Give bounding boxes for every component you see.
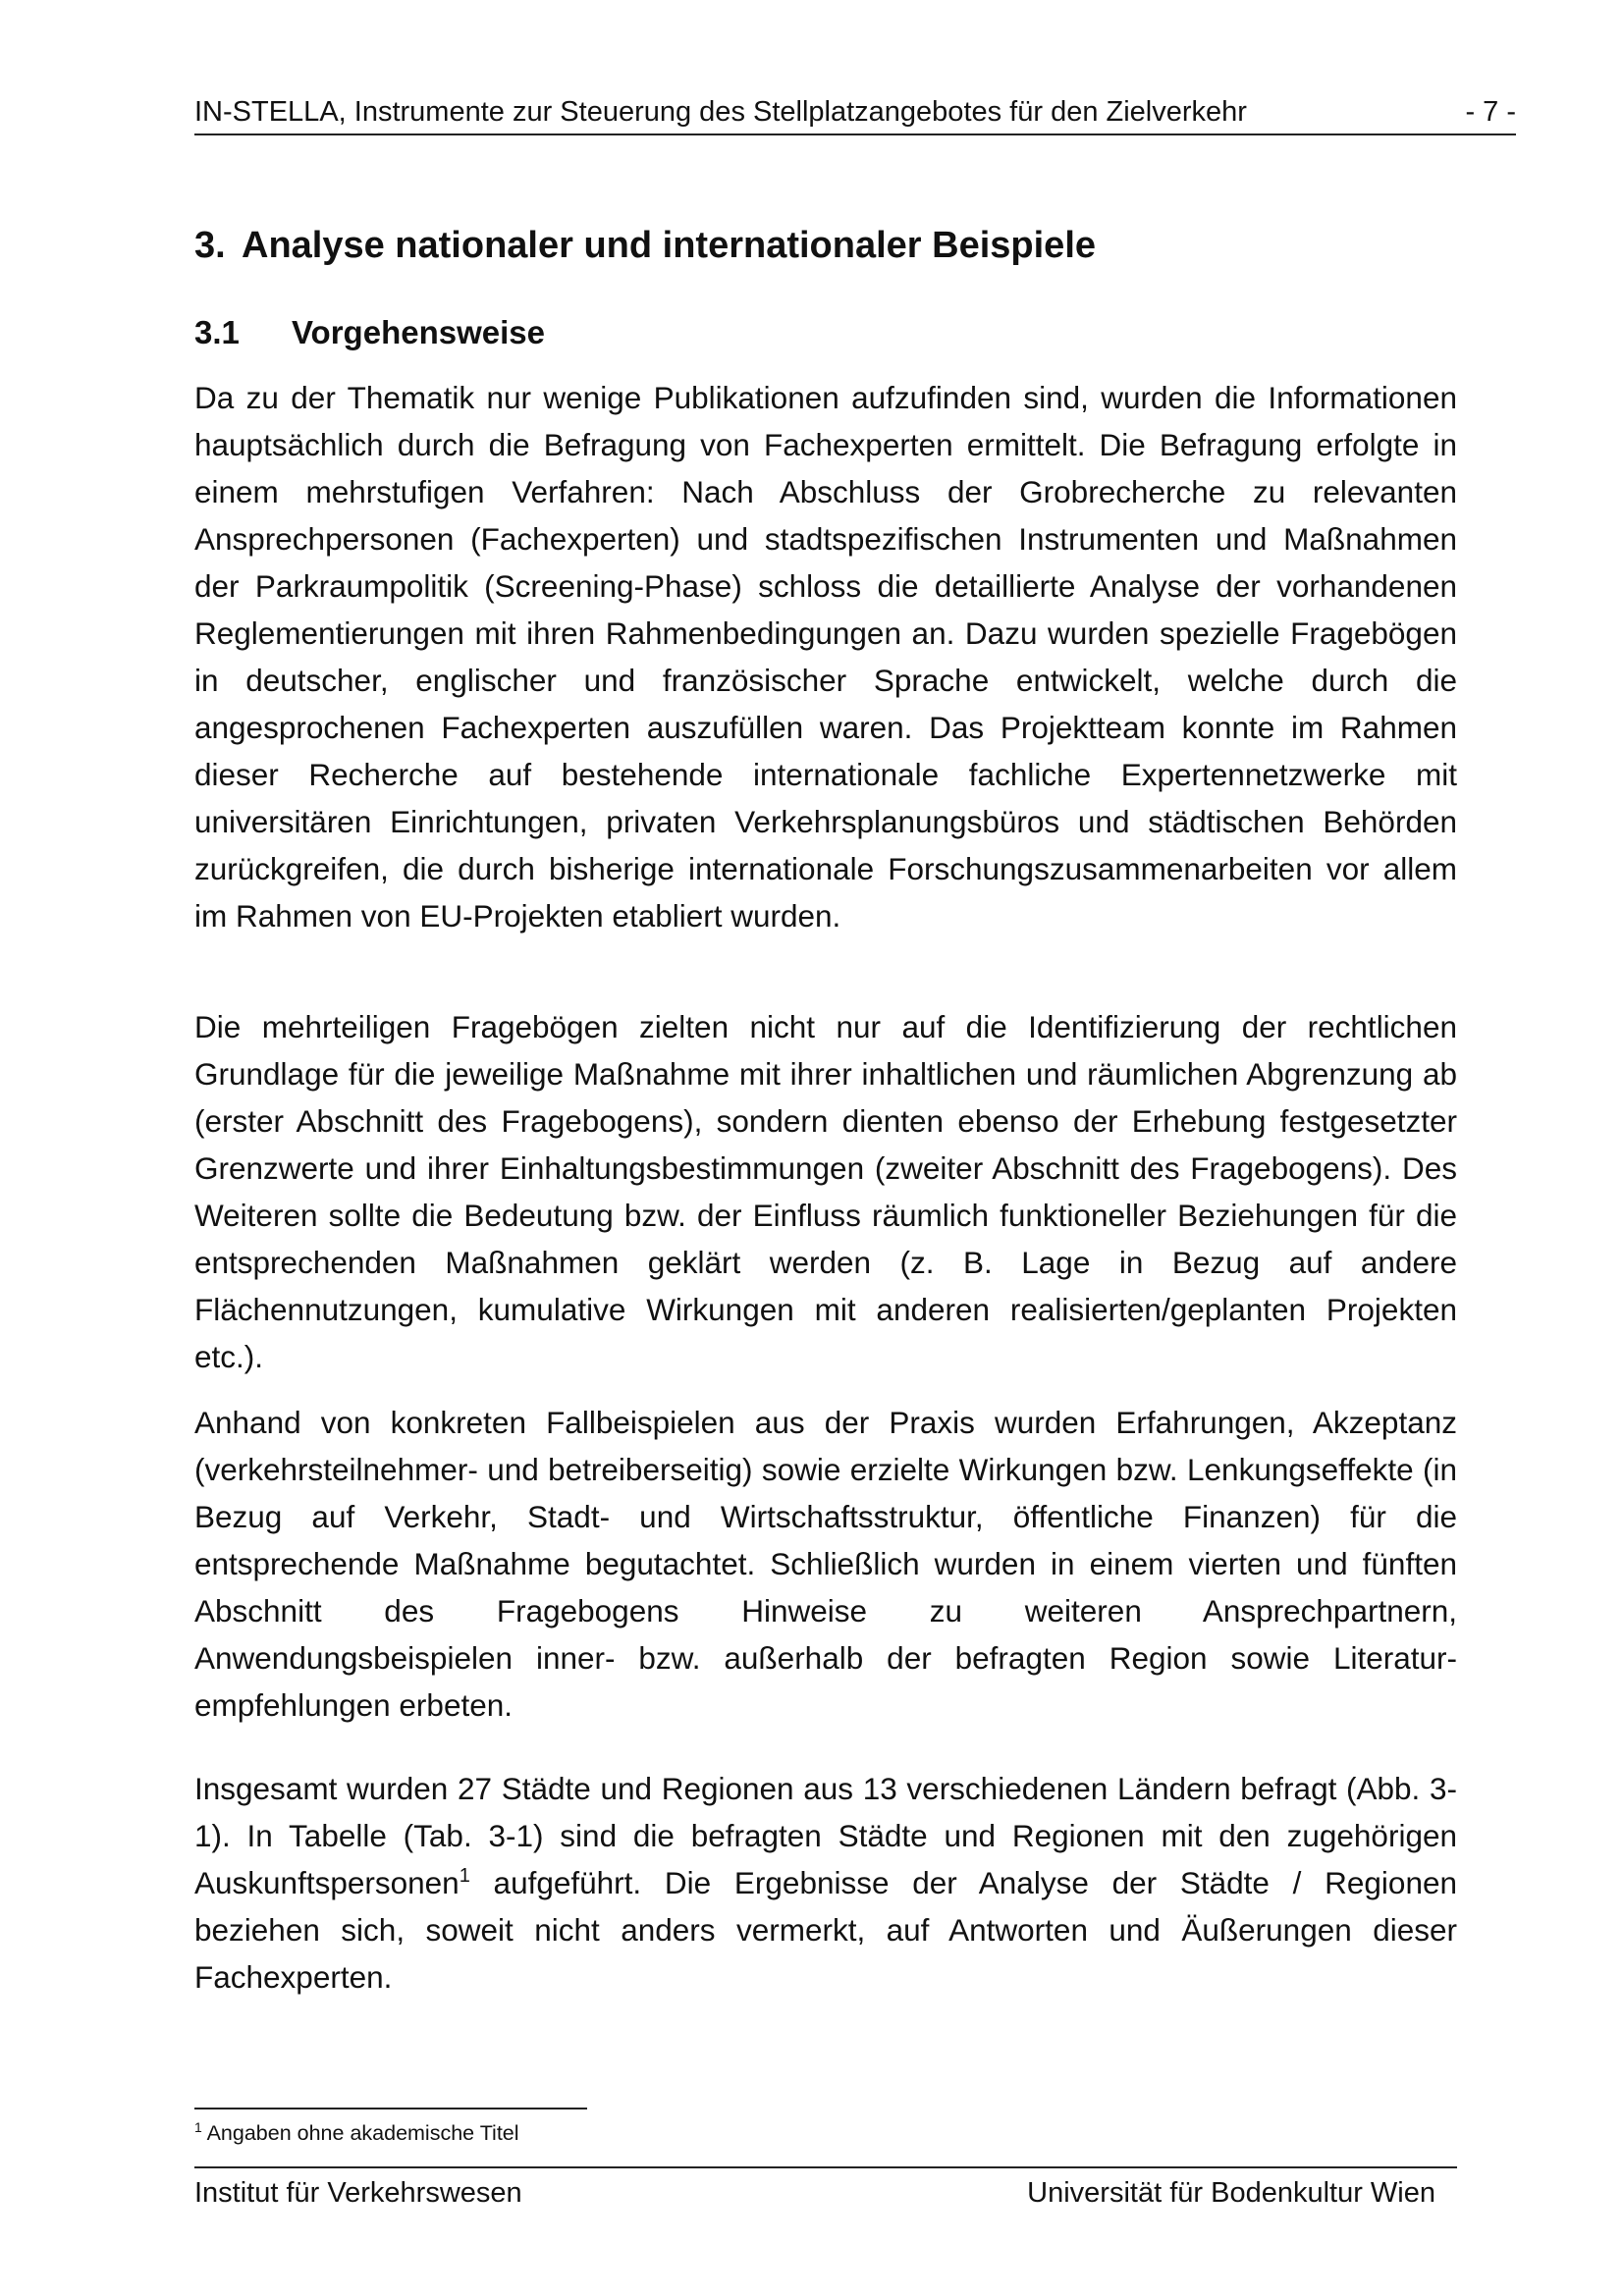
body-paragraph: Anhand von konkreten Fallbeispielen aus der Praxis wurden Erfahrungen, Akzeptanz (verkehrsteilnehmer- und betreiberseitig) sowie erzielte Wirkungen bzw. Lenkungseffekte (in Bezug auf Verkehr, Stadt- und Wirtschaftsstruktur, öffentliche Finanzen) für die entsprechende Maßnahme begutachtet. Schließlich wurden in einem vierten und fünften Abschnitt des Fragebogens Hinweise zu weiteren Ansprechpartnern, Anwendungsbeispielen inner- bzw. außerhalb der befragten Region sowie Literaturempfehlungen erbeten.: [194, 1405, 1457, 1723]
page-number: - 7 -: [1465, 96, 1516, 128]
footnote-text: Angaben ohne akademische Titel: [201, 2121, 519, 2145]
footnote-reference: 1: [459, 1865, 470, 1887]
footer-university: Universität für Bodenkultur Wien: [1027, 2177, 1435, 2209]
body-paragraph: Die mehrteiligen Fragebögen zielten nicht nur auf die Identifizierung der rechtlichen Grundlage für die jeweilige Maßnahme mit ihrer inhaltlichen und räumlichen Abgrenzung ab (erster Abschnitt des Fragebogens), sondern dienten ebenso der Erhebung festgesetzter Grenzwerte und ihrer Einhaltungsbestimmungen (zweiter Abschnitt des Fragebogens). Des Weiteren sollte die Bedeutung bzw. der Einfluss räumlich funktioneller Beziehungen für die entsprechenden Maßnahmen geklärt werden (z. B. Lage in Bezug auf andere Flächennutzungen, kumulative Wirkungen mit anderen realisierten/geplanten Projekten etc.).: [194, 1009, 1457, 1374]
chapter-title: Analyse nationaler und internationaler Beispiele: [242, 225, 1097, 266]
footnote-divider: [194, 2108, 587, 2109]
footnote: [194, 2118, 519, 2148]
section-title: Vorgehensweise: [292, 314, 545, 350]
section-number: 3.1: [194, 314, 240, 350]
paragraph-text: aufgeführt. Die Ergebnisse der Analyse der Städte / Regionen beziehen sich, soweit nicht anders vermerkt, auf Antworten und Äußerungen dieser Fachexperten.: [194, 1865, 1457, 1995]
running-header: [194, 94, 1516, 135]
footnote-marker: 1: [194, 2119, 202, 2135]
section-heading: [194, 312, 545, 353]
chapter-heading: [194, 222, 1096, 269]
body-paragraph: [194, 1765, 1457, 2001]
paragraph-text: Insgesamt wurden 27 Städte und Regionen aus 13 verschiedenen Ländern befragt (Abb. 3-1). In Tabelle (Tab. 3-1) sind die befragten Städte und Regionen mit den zugehörigen Auskunftspersonen: [194, 1771, 1457, 1900]
footer-divider: [194, 2166, 1457, 2168]
footer-institute: Institut für Verkehrswesen: [194, 2177, 522, 2209]
chapter-number: 3.: [194, 225, 226, 266]
body-paragraph: Da zu der Thematik nur wenige Publikationen aufzufinden sind, wurden die Informationen hauptsächlich durch die Befragung von Fachexperten ermittelt. Die Befragung erfolgte in einem mehrstufigen Verfahren: Nach Abschluss der Grobrecherche zu relevanten Ansprechpersonen (Fachexperten) und stadtspezifischen Instrumenten und Maßnahmen der Parkraumpolitik (Screening-Phase) schloss die detaillierte Analyse der vorhandenen Reglementierungen mit ihren Rahmenbedingungen an. Dazu wurden spezielle Fragebögen in deutscher, englischer und französischer Sprache entwickelt, welche durch die angesprochenen Fachexperten auszufüllen waren. Das Projektteam konnte im Rahmen dieser Recherche auf bestehende internationale fachliche Expertennetzwerke mit universitären Einrichtungen, privaten Verkehrsplanungsbüros und städtischen Behörden zurückgreifen, die durch bisherige internationale Forschungszusammenarbeiten vor allem im Rahmen von EU-Projekten etabliert wurden.: [194, 380, 1457, 934]
header-title: IN-STELLA, Instrumente zur Steuerung des Stellplatzangebotes für den Zielverkehr: [194, 96, 1247, 128]
